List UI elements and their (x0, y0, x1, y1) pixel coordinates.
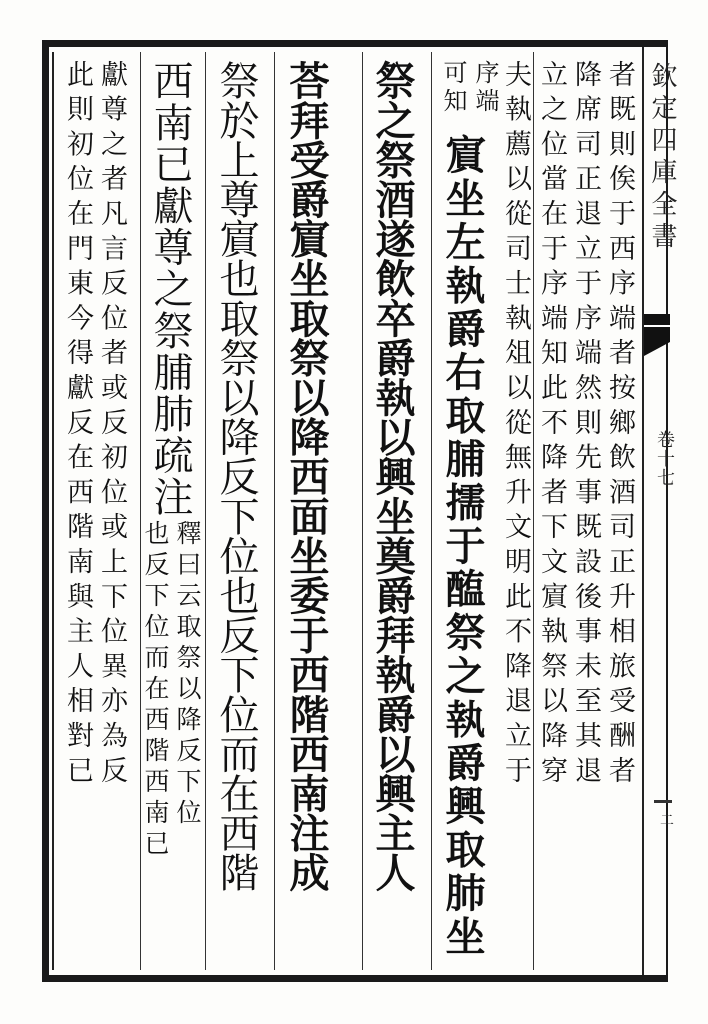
juan-number: 卷十七 (654, 430, 675, 487)
text-column-5-main: 賔坐左執爵右取脯擩于醢祭之執爵興取肺坐 (439, 134, 486, 959)
fish-tail-mark (642, 312, 672, 356)
text-column-5-sub-left: 可知 (439, 60, 467, 116)
text-column-3: 立之位當在于序端知此不降者下文賔執祭以降穿 (536, 60, 567, 791)
folio-number: 二 (660, 813, 674, 829)
text-column-11: 此則初位在門東今得獻反在西階南與主人相對已 (62, 60, 93, 791)
column-rule (431, 52, 432, 970)
text-column-4: 夫執薦以從司士執俎以從無升文明此不降退立于 (500, 60, 531, 791)
text-column-9-commentary: 釋曰云取祭以降反下位 (173, 520, 202, 830)
left-inner-rule (52, 52, 54, 970)
column-rule (274, 52, 275, 970)
text-column-6: 祭之祭酒遂飲卒爵執以興坐奠爵拜執爵以興主人 (369, 60, 416, 892)
column-rule (533, 52, 534, 970)
column-rule (205, 52, 206, 970)
text-column-9-commentary-left: 也反下位而在西階西南已 (141, 520, 170, 861)
text-column-8: 祭於上尊賔也取祭以降反下位也反下位而在西階 (213, 60, 259, 892)
text-column-2: 降席司正退立于序端然則先事既設後事未至其退 (570, 60, 601, 791)
column-rule (362, 52, 363, 970)
margin-title: 欽定四庫全書 (647, 62, 677, 254)
text-column-1: 者既則俟于西序端者按鄉飲酒司正升相旅受酬者 (604, 60, 635, 791)
text-column-9-main: 西南已獻尊之祭脯肺疏注 (147, 60, 193, 518)
lower-fish-tail (654, 800, 672, 803)
text-column-7: 荅拜受爵賔坐取祭以降西面坐委于西階西南注成 (283, 60, 330, 892)
text-column-10: 獻尊之者凡言反位者或反初位或上下位異亦為反 (96, 60, 127, 791)
text-column-5-sub-right: 序端 (471, 60, 499, 116)
